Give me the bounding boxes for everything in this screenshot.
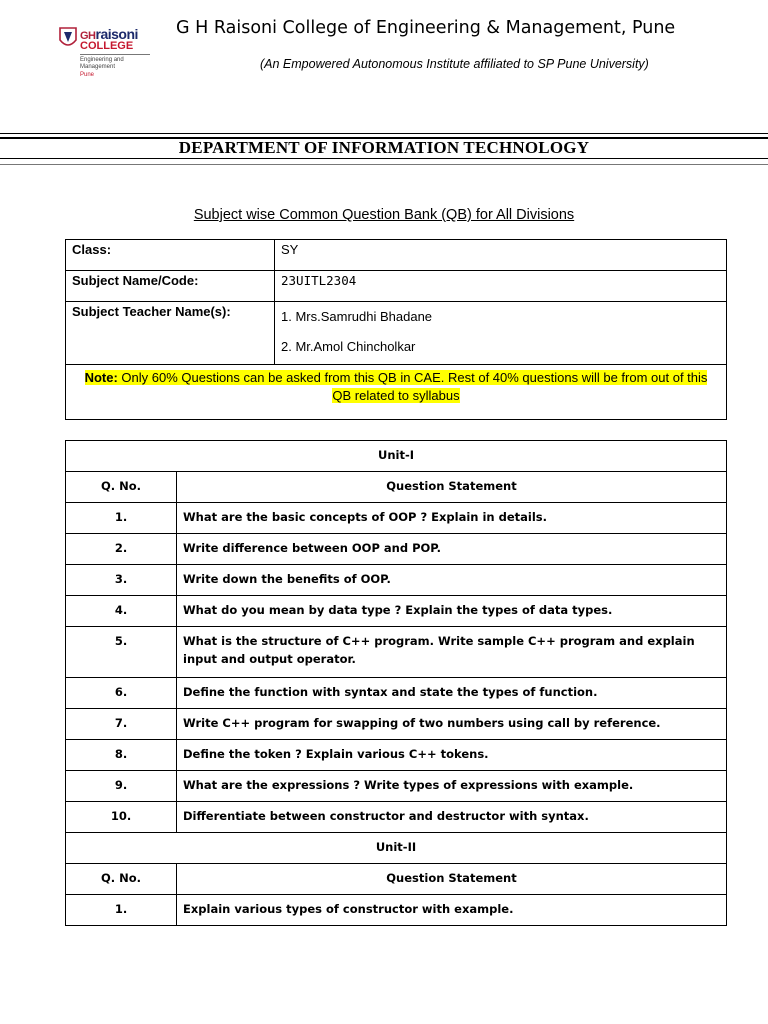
table-row [66,802,727,833]
question-bank-title: Subject wise Common Question Bank (QB) for All Divisions [193,207,575,223]
crest-icon [58,26,78,50]
question-number: 1. [66,895,177,926]
table-row [66,771,727,802]
question-number: 6. [66,678,177,709]
table-row [66,740,727,771]
class-row [66,240,727,271]
question-statement: Write down the benefits of OOP. [177,565,727,596]
unit-header-row [66,833,727,864]
teacher-name: 2. Mr.Amol Chincholkar [281,339,416,354]
question-statement: What is the structure of C++ program. Write sample C++ program and explain input and output operator. [177,627,727,678]
subject-label: Subject Name/Code: [66,271,275,302]
class-label: Class: [66,240,275,271]
table-row [66,503,727,534]
note-row [66,365,727,420]
subject-info-table [65,239,727,420]
logo-brand: GHraisoni [80,26,138,42]
table-row [66,534,727,565]
column-header-row [66,472,727,503]
statement-header: Question Statement [177,472,727,503]
column-header-row [66,864,727,895]
question-number: 1. [66,503,177,534]
question-number: 9. [66,771,177,802]
question-number: 8. [66,740,177,771]
header-rule [0,133,768,134]
question-statement: Explain various types of constructor with example. [177,895,727,926]
table-row [66,678,727,709]
teacher-row [66,302,727,365]
question-number: 7. [66,709,177,740]
qno-header: Q. No. [66,472,177,503]
question-statement: Define the function with syntax and state the types of function. [177,678,727,709]
note-text: Only 60% Questions can be asked from this QB in CAE. Rest of 40% questions will be from out of this QB related to syllabus [117,370,708,403]
note-cell [66,365,727,420]
question-statement: Define the token ? Explain various C++ tokens. [177,740,727,771]
header-rule [0,164,768,165]
qno-header: Q. No. [66,864,177,895]
teacher-name: 1. Mrs.Samrudhi Bhadane [281,309,433,324]
question-number: 5. [66,627,177,678]
statement-header: Question Statement [177,864,727,895]
table-row [66,565,727,596]
table-row [66,596,727,627]
question-statement: Write difference between OOP and POP. [177,534,727,565]
note-highlight [85,370,708,403]
college-name: G H Raisoni College of Engineering & Management, Pune [176,18,676,38]
question-statement: What are the expressions ? Write types of expressions with example. [177,771,727,802]
unit-title: Unit-I [66,441,727,472]
question-statement: What are the basic concepts of OOP ? Explain in details. [177,503,727,534]
question-statement: Differentiate between constructor and destructor with syntax. [177,802,727,833]
note-label: Note: [84,370,118,385]
question-number: 10. [66,802,177,833]
teacher-names [275,302,727,365]
logo-college: COLLEGE [80,40,134,52]
header-rule [0,158,768,159]
question-number: 3. [66,565,177,596]
unit-header-row [66,441,727,472]
question-table [65,440,727,926]
question-statement: Write C++ program for swapping of two numbers using call by reference. [177,709,727,740]
department-title: DEPARTMENT OF INFORMATION TECHNOLOGY [178,138,590,157]
logo-tagline: Engineering and Management [80,57,124,70]
subject-row [66,271,727,302]
table-row [66,709,727,740]
logo-divider [80,54,150,55]
college-subtitle: (An Empowered Autonomous Institute affiliated to SP Pune University) [260,57,649,71]
question-statement: What do you mean by data type ? Explain the types of data types. [177,596,727,627]
logo-city: Pune [80,72,95,78]
table-row [66,895,727,926]
teacher-label: Subject Teacher Name(s): [66,302,275,365]
question-number: 4. [66,596,177,627]
table-row [66,627,727,678]
college-logo [58,26,150,84]
class-value: SY [275,240,727,271]
subject-code: 23UITL2304 [275,271,727,302]
unit-title: Unit-II [66,833,727,864]
question-number: 2. [66,534,177,565]
